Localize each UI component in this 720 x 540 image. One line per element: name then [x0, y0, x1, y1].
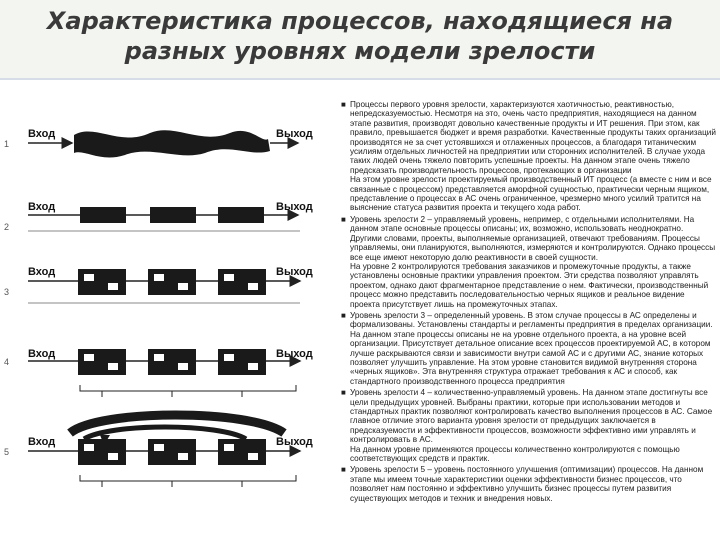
- visible-step: [108, 283, 118, 290]
- bullet-icon: ■: [341, 100, 346, 109]
- visible-step: [154, 444, 164, 451]
- input-label: Вход: [28, 266, 56, 278]
- level-5-row: [4, 415, 313, 487]
- level-1-description: [340, 100, 716, 213]
- level-number: 5: [4, 447, 10, 457]
- visible-step: [108, 363, 118, 370]
- slide-title: Характеристика процессов, находящиеся на разных уровнях модели зрелости: [46, 7, 674, 65]
- process-box: [78, 439, 126, 465]
- visible-step: [248, 283, 258, 290]
- input-label: Вход: [28, 348, 56, 360]
- chaotic-black-blob: [74, 130, 270, 157]
- level-number: 2: [4, 222, 10, 232]
- visible-step: [224, 354, 234, 361]
- process-box: [218, 269, 266, 295]
- level-3-description: [340, 311, 716, 386]
- process-box: [148, 349, 196, 375]
- visible-step: [178, 453, 188, 460]
- level-4-row: [4, 348, 313, 397]
- measurement-bracket: [80, 385, 296, 391]
- output-label: Выход: [276, 266, 313, 278]
- description-column: [340, 100, 716, 536]
- maturity-levels-diagram: [0, 95, 340, 530]
- output-label: Выход: [276, 128, 313, 140]
- process-box: [78, 349, 126, 375]
- process-box: [218, 349, 266, 375]
- bullet-icon: ■: [341, 388, 346, 398]
- visible-step: [84, 274, 94, 281]
- visible-step: [178, 283, 188, 290]
- black-box: [80, 207, 126, 223]
- output-label: Выход: [276, 436, 313, 448]
- black-box: [150, 207, 196, 223]
- bullet-icon: ■: [341, 310, 346, 320]
- paragraph-text: Уровень зрелости 3 – определенный уровень. В этом случае процессы в АС определены и формализованы. Установлены стандарты и регламенты предприятия в пределах организации. На данном этапе процессы описаны не на уровне отдельного проекта, а на уровне всей организации. Присутствует детальное описание всех процессов проектируемой АС, в котором лучше раскрываются связи и зависимости внутри самой АС и с другими АС, знание которых позволяет улучшить управление. На этом уровне становится видимой внутренняя сторона «черных ящиков». Эта внутренняя структура отражает требования к АС и способ, как стандартного производственного процесса предприятия: [350, 310, 713, 386]
- paragraph-text: Уровень зрелости 4 – количественно-управляемый уровень. На данном этапе достигнуты все цели предыдущих уровней. Выбраны практики, которые при использовании методов и стандартных практик позволяют контролировать качество выполнения процессов в АС. Самое главное отличие этого варианта уровня зрелости от предыдущих заключается в предсказуемости и эффективности процессов, возможности эффективно ими управлять и контролировать в АС. На данном уровне применяются процессы количественно контролируются с помощью соответствующих средств и практик.: [350, 388, 713, 464]
- visible-step: [248, 453, 258, 460]
- process-box: [218, 439, 266, 465]
- level-number: 3: [4, 287, 10, 297]
- level-number: 1: [4, 139, 10, 149]
- level-2-row: [4, 201, 313, 232]
- visible-step: [84, 354, 94, 361]
- output-label: Выход: [276, 201, 313, 213]
- input-label: Вход: [28, 128, 56, 140]
- visible-step: [224, 444, 234, 451]
- level-number: 4: [4, 357, 10, 367]
- visible-step: [248, 363, 258, 370]
- visible-step: [154, 354, 164, 361]
- measurement-bracket: [80, 475, 296, 481]
- input-label: Вход: [28, 201, 56, 213]
- visible-step: [224, 274, 234, 281]
- visible-step: [84, 444, 94, 451]
- process-box: [148, 439, 196, 465]
- visible-step: [178, 363, 188, 370]
- output-label: Выход: [276, 348, 313, 360]
- level-3-row: [4, 266, 313, 303]
- level-4-description: [340, 388, 716, 463]
- black-box: [218, 207, 264, 223]
- level-5-description: [340, 465, 716, 503]
- paragraph-text: Процессы первого уровня зрелости, характеризуются хаотичностью, реактивностью, непредсказуемостью. Несмотря на это, очень часто предприятия, находящиеся на данном этапе развития, производят довольно качественные продукты и ИТ решения. При этом, как правило, превышается бюджет и время разработки. Качественные продукты таких организаций производятся не за счет устоявшихся и отлаженных процессов, а благодаря титаническим усилиям отдельных личностей на предприятии или сторонних исполнителей. В случае ухода таких людей очень тяжело повторить успешные проекты. На данном этапе очень тяжело предсказать производительность процессов, протекающих в организации На этом уровне зрелости проектируемый производственный ИТ процесс (а вместе с ним и все связанные с процессом) представляется аморфной сущностью, практически черным ящиком, представление о процессах в АС очень ограниченное, чрезмерно много усилий тратится на выяснение статуса развития проекта и текущего хода работ.: [350, 100, 716, 213]
- bullet-icon: ■: [341, 214, 346, 224]
- visible-step: [108, 453, 118, 460]
- process-box: [78, 269, 126, 295]
- level-2-description: [340, 215, 716, 309]
- input-label: Вход: [28, 436, 56, 448]
- visible-step: [154, 274, 164, 281]
- process-box: [148, 269, 196, 295]
- paragraph-text: Уровень зрелости 5 – уровень постоянного улучшения (оптимизации) процессов. На данном этапе мы имеем точные характеристики оценки эффективности бизнес процессов, что позволяет нам постоянно и эффективно улучшить бизнес процессы путем развития существующих методов и техник и внедрения новых.: [350, 465, 704, 503]
- level-1-row: [4, 128, 313, 158]
- title-band: [0, 0, 720, 80]
- paragraph-text: Уровень зрелости 2 – управляемый уровень, непример, с отдельными исполнителями. На данном этапе основные процессы описаны; их, возможно, использовать неоднократно. Другими словами, проекты, выполняемые организацией, отвечают требованиям. Процессы управляемы, они планируются, выполняются, измеряются и контролируются. Однако процессы все еще имеют некоторую долю реактивности в своей сущности. На уровне 2 контролируются требования заказчиков и промежуточные продукты, а также установлены основные практики управления проектом. Эти средства позволяют управлять проектом, однако дают фрагментарное представление о нем. Фактически, производственный процесс можно представить последовательностью черных ящиков и реальное видение проекта присутствует лишь на промежуточных этапах.: [350, 214, 716, 309]
- bullet-icon: ■: [341, 465, 346, 475]
